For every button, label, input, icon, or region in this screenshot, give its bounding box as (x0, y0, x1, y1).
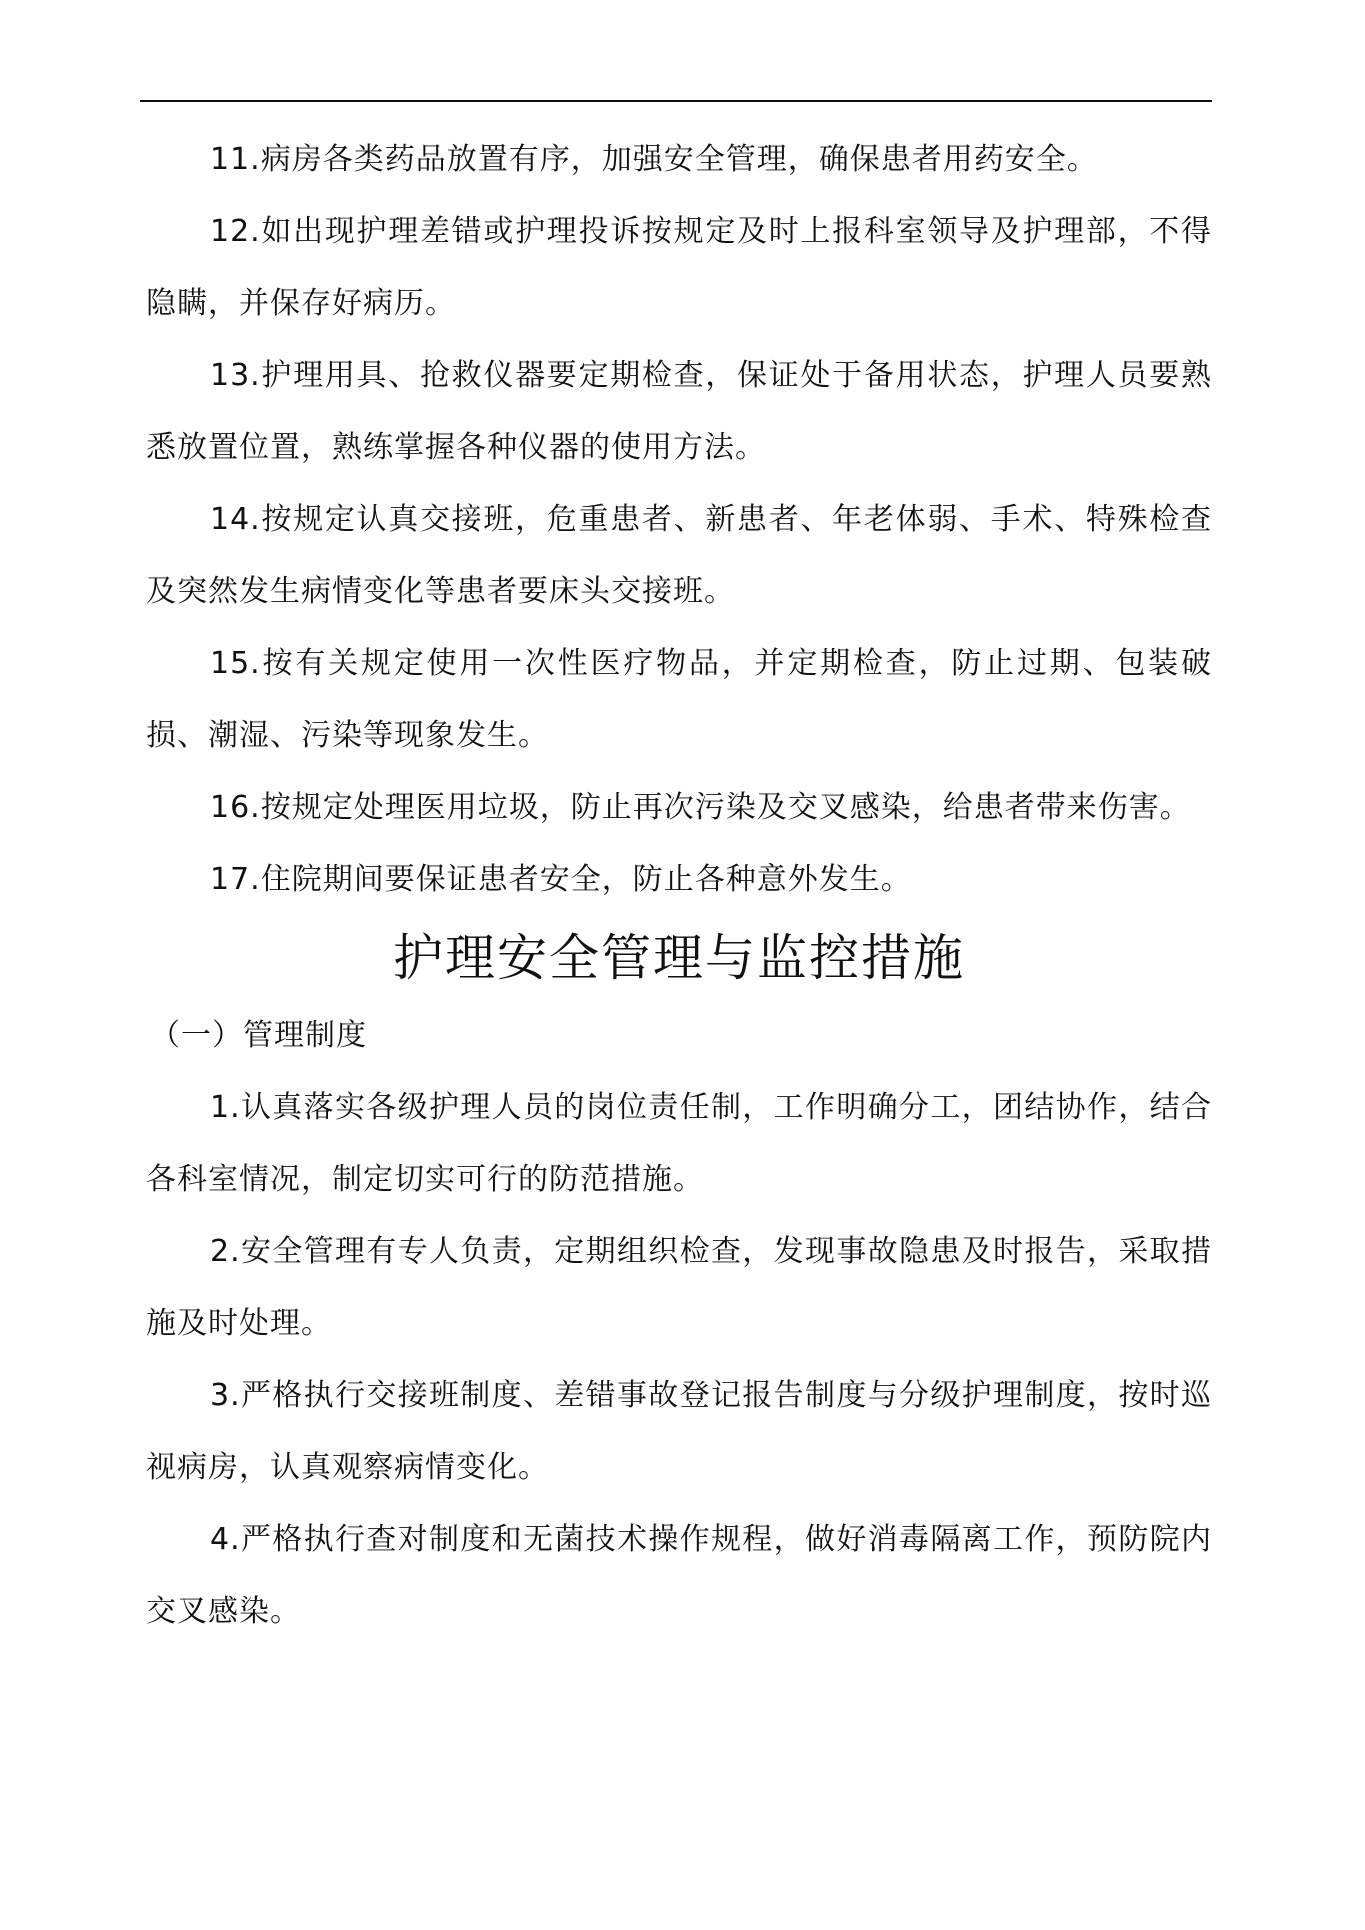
paragraph-item-13: 13.护理用具、抢救仪器要定期检查，保证处于备用状态，护理人员要熟悉放置位置，熟练掌握各种仪器的使用方法。 (146, 358, 1212, 465)
paragraph-item-1: 1.认真落实各级护理人员的岗位责任制，工作明确分工，团结协作，结合各科室情况，制定切实可行的防范措施。 (146, 1090, 1212, 1197)
paragraph-item-16: 16.按规定处理医用垃圾，防止再次污染及交叉感染，给患者带来伤害。 (210, 790, 1191, 825)
header-rule (140, 100, 1212, 102)
paragraph-item-12: 12.如出现护理差错或护理投诉按规定及时上报科室领导及护理部，不得隐瞒，并保存好病历。 (146, 214, 1212, 321)
paragraph-item-14: 14.按规定认真交接班，危重患者、新患者、年老体弱、手术、特殊检查及突然发生病情变化等患者要床头交接班。 (146, 502, 1212, 609)
paragraph-item-11: 11.病房各类药品放置有序，加强安全管理，确保患者用药安全。 (210, 142, 1098, 177)
paragraph-item-2: 2.安全管理有专人负责，定期组织检查，发现事故隐患及时报告，采取措施及时处理。 (146, 1234, 1212, 1341)
subheading: （一）管理制度 (150, 1018, 367, 1053)
document-body (146, 124, 1212, 1648)
paragraph-item-4: 4.严格执行查对制度和无菌技术操作规程，做好消毒隔离工作，预防院内交叉感染。 (146, 1522, 1212, 1629)
paragraph-item-15: 15.按有关规定使用一次性医疗物品，并定期检查，防止过期、包装破损、潮湿、污染等现象发生。 (146, 646, 1212, 753)
section-title: 护理安全管理与监控措施 (393, 929, 965, 987)
paragraph-item-3: 3.严格执行交接班制度、差错事故登记报告制度与分级护理制度，按时巡视病房，认真观察病情变化。 (146, 1378, 1212, 1485)
paragraph-item-17: 17.住院期间要保证患者安全，防止各种意外发生。 (210, 862, 912, 897)
